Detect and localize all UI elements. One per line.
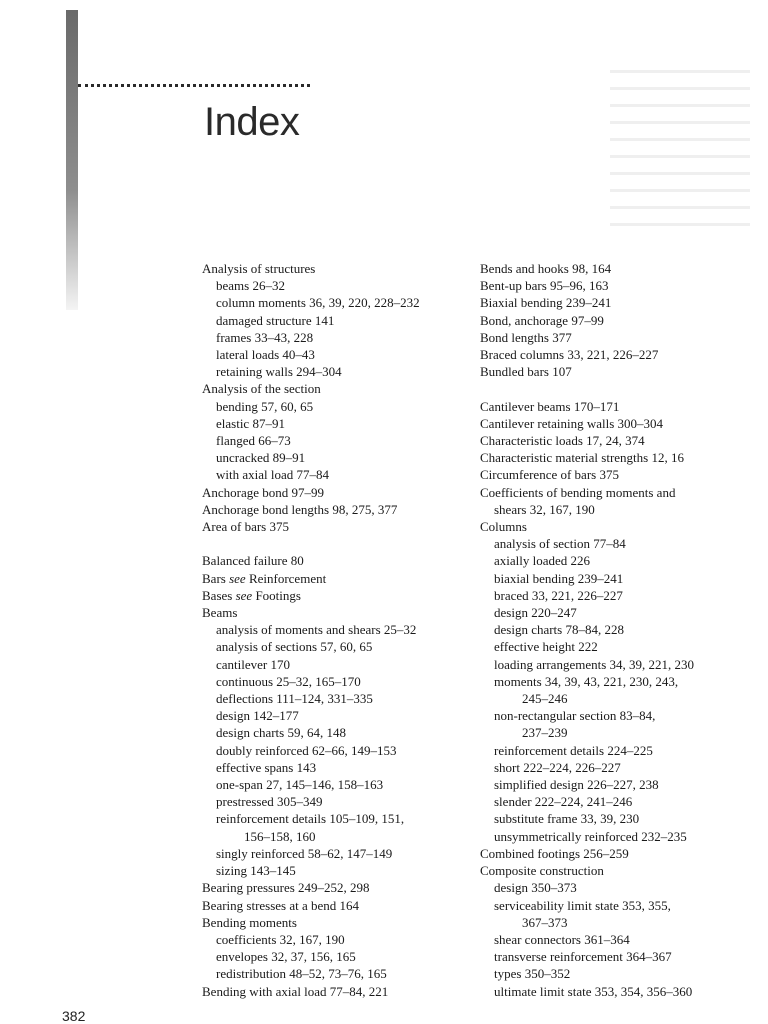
index-subentry xyxy=(480,828,740,845)
index-subentry xyxy=(480,793,740,810)
index-subentry xyxy=(202,965,462,982)
entry-text: coefficients 32, 167, 190 xyxy=(216,931,345,947)
entry-text: Analysis of the section xyxy=(202,381,321,397)
entry-text: Characteristic material strengths 12, 16 xyxy=(480,450,684,466)
index-entry xyxy=(202,897,462,914)
see-target: Footings xyxy=(255,587,301,603)
entry-text: damaged structure 141 xyxy=(216,312,335,328)
index-subentry xyxy=(480,501,740,518)
index-section-gap xyxy=(480,380,740,397)
index-subentry xyxy=(202,776,462,793)
page-title: Index xyxy=(204,100,300,144)
entry-text: Balanced failure 80 xyxy=(202,553,304,569)
index-entry xyxy=(480,518,740,535)
entry-text: transverse reinforcement 364–367 xyxy=(494,949,672,965)
entry-text: Bends and hooks 98, 164 xyxy=(480,261,612,276)
index-subentry xyxy=(202,931,462,948)
index-subentry xyxy=(202,329,462,346)
entry-text: analysis of sections 57, 60, 65 xyxy=(216,639,373,655)
index-subentry xyxy=(202,621,462,638)
index-subentry xyxy=(202,948,462,965)
index-entry xyxy=(480,484,740,501)
index-subentry xyxy=(480,535,740,552)
index-subentry xyxy=(202,793,462,810)
entry-text: shear connectors 361–364 xyxy=(494,931,630,947)
entry-text: Characteristic loads 17, 24, 374 xyxy=(480,433,645,449)
index-subentry xyxy=(202,707,462,724)
entry-text: Cantilever beams 170–171 xyxy=(480,398,620,414)
entry-text: analysis of moments and shears 25–32 xyxy=(216,622,417,638)
entry-text: braced 33, 221, 226–227 xyxy=(494,587,623,603)
index-entry xyxy=(480,312,740,329)
index-subentry xyxy=(202,724,462,741)
entry-text: Bearing pressures 249–252, 298 xyxy=(202,880,370,896)
entry-text: design 142–177 xyxy=(216,708,299,724)
entry-text: 367–373 xyxy=(522,914,568,930)
entry-text: Composite construction xyxy=(480,863,604,879)
entry-text: Anchorage bond 97–99 xyxy=(202,484,325,500)
index-entry xyxy=(202,484,462,501)
entry-text: Cantilever retaining walls 300–304 xyxy=(480,415,664,431)
index-entry xyxy=(202,587,462,604)
entry-text: Bond, anchorage 97–99 xyxy=(480,312,604,328)
index-subentry xyxy=(480,948,740,965)
entry-text: short 222–224, 226–227 xyxy=(494,759,621,775)
see-reference: see xyxy=(229,570,246,586)
entry-text: shears 32, 167, 190 xyxy=(494,501,595,517)
entry-text: envelopes 32, 37, 156, 165 xyxy=(216,949,356,965)
index-entry xyxy=(480,294,740,311)
entry-text: Bundled bars 107 xyxy=(480,364,572,380)
entry-text: doubly reinforced 62–66, 149–153 xyxy=(216,742,397,758)
index-section-gap xyxy=(202,535,462,552)
index-subentry xyxy=(202,398,462,415)
entry-text: continuous 25–32, 165–170 xyxy=(216,673,361,689)
entry-text: uncracked 89–91 xyxy=(216,450,306,466)
entry-text: deflections 111–124, 331–335 xyxy=(216,691,373,707)
entry-text: non-rectangular section 83–84, xyxy=(494,708,656,724)
index-entry xyxy=(480,415,740,432)
index-subentry xyxy=(202,845,462,862)
index-entry xyxy=(202,570,462,587)
dotted-header-rule xyxy=(78,84,310,87)
entry-text: sizing 143–145 xyxy=(216,863,296,879)
index-subentry xyxy=(480,638,740,655)
index-subentry xyxy=(480,570,740,587)
entry-text: unsymmetrically reinforced 232–235 xyxy=(494,828,687,844)
entry-text: flanged 66–73 xyxy=(216,433,291,449)
index-subentry xyxy=(480,897,740,914)
entry-text: bending 57, 60, 65 xyxy=(216,398,314,414)
entry-text: lateral loads 40–43 xyxy=(216,347,315,363)
index-entry xyxy=(480,346,740,363)
entry-text: analysis of section 77–84 xyxy=(494,536,626,552)
index-subentry xyxy=(202,759,462,776)
entry-text: moments 34, 39, 43, 221, 230, 243, xyxy=(494,673,679,689)
index-entry xyxy=(480,398,740,415)
bleed-through-text xyxy=(610,70,750,240)
entry-text: reinforcement details 224–225 xyxy=(494,742,653,758)
index-column-left xyxy=(202,260,462,1000)
index-entry xyxy=(202,552,462,569)
entry-text: beams 26–32 xyxy=(216,278,285,294)
entry-text: column moments 36, 39, 220, 228–232 xyxy=(216,295,420,311)
index-subentry xyxy=(202,828,462,845)
entry-text: redistribution 48–52, 73–76, 165 xyxy=(216,966,387,982)
index-subentry xyxy=(480,810,740,827)
entry-text: design charts 59, 64, 148 xyxy=(216,725,346,741)
entry-text: 156–158, 160 xyxy=(244,828,316,844)
index-subentry xyxy=(202,415,462,432)
entry-text: retaining walls 294–304 xyxy=(216,364,342,380)
index-subentry xyxy=(202,862,462,879)
index-subentry xyxy=(202,690,462,707)
index-subentry xyxy=(480,931,740,948)
entry-text: with axial load 77–84 xyxy=(216,467,330,483)
entry-text: slender 222–224, 241–246 xyxy=(494,794,633,810)
index-subentry xyxy=(202,638,462,655)
entry-text: prestressed 305–349 xyxy=(216,794,323,810)
index-subentry xyxy=(480,776,740,793)
entry-text: one-span 27, 145–146, 158–163 xyxy=(216,777,384,793)
entry-text: design 350–373 xyxy=(494,880,577,896)
entry-text: serviceability limit state 353, 355, xyxy=(494,897,671,913)
index-entry xyxy=(480,449,740,466)
entry-text: elastic 87–91 xyxy=(216,415,285,431)
index-entry xyxy=(480,260,740,277)
index-entry xyxy=(202,914,462,931)
entry-text: Biaxial bending 239–241 xyxy=(480,295,612,311)
index-entry xyxy=(202,260,462,277)
index-subentry xyxy=(202,449,462,466)
entry-text: biaxial bending 239–241 xyxy=(494,570,624,586)
index-subentry xyxy=(202,363,462,380)
entry-text: substitute frame 33, 39, 230 xyxy=(494,811,640,827)
index-subentry xyxy=(202,277,462,294)
index-entry xyxy=(202,604,462,621)
page-spine-shadow xyxy=(66,10,78,310)
see-target: Reinforcement xyxy=(248,570,327,586)
index-subentry xyxy=(202,656,462,673)
entry-text: Combined footings 256–259 xyxy=(480,845,629,861)
index-subentry xyxy=(480,552,740,569)
entry-text: Beams xyxy=(202,605,238,621)
entry-text: Bases xyxy=(202,587,233,603)
entry-text: 237–239 xyxy=(522,725,568,741)
index-subentry xyxy=(480,759,740,776)
entry-text: frames 33–43, 228 xyxy=(216,329,314,345)
entry-text: Bars xyxy=(202,570,226,586)
entry-text: 245–246 xyxy=(522,691,568,707)
entry-text: singly reinforced 58–62, 147–149 xyxy=(216,845,393,861)
entry-text: effective height 222 xyxy=(494,639,598,655)
entry-text: Bending moments xyxy=(202,914,297,930)
index-entry xyxy=(202,983,462,1000)
index-entry xyxy=(202,518,462,535)
page-number: 382 xyxy=(62,1008,86,1024)
index-subentry xyxy=(202,346,462,363)
index-subentry xyxy=(480,673,740,690)
entry-text: reinforcement details 105–109, 151, xyxy=(216,811,405,827)
index-entry xyxy=(480,363,740,380)
entry-text: Coefficients of bending moments and xyxy=(480,484,676,500)
index-column-right xyxy=(480,260,740,1000)
index-subentry xyxy=(480,604,740,621)
entry-text: simplified design 226–227, 238 xyxy=(494,777,659,793)
entry-text: Bearing stresses at a bend 164 xyxy=(202,897,360,913)
index-subentry xyxy=(202,742,462,759)
entry-text: Bond lengths 377 xyxy=(480,329,572,345)
index-subentry xyxy=(480,965,740,982)
see-reference: see xyxy=(235,587,253,603)
entry-text: Bent-up bars 95–96, 163 xyxy=(480,278,609,294)
entry-text: Columns xyxy=(480,519,527,535)
index-subentry xyxy=(480,983,740,1000)
index-entry xyxy=(202,380,462,397)
index-subentry xyxy=(202,466,462,483)
index-subentry xyxy=(202,312,462,329)
entry-text: types 350–352 xyxy=(494,966,571,982)
entry-text: Analysis of structures xyxy=(202,261,316,276)
index-entry xyxy=(480,277,740,294)
entry-text: Anchorage bond lengths 98, 275, 377 xyxy=(202,501,398,517)
entry-text: Bending with axial load 77–84, 221 xyxy=(202,983,389,999)
entry-text: ultimate limit state 353, 354, 356–360 xyxy=(494,983,693,999)
index-subentry xyxy=(480,707,740,724)
index-entry xyxy=(480,432,740,449)
entry-text: effective spans 143 xyxy=(216,759,317,775)
entry-text: design charts 78–84, 228 xyxy=(494,622,624,638)
entry-text: Circumference of bars 375 xyxy=(480,467,619,483)
index-subentry xyxy=(480,914,740,931)
index-subentry xyxy=(202,294,462,311)
index-subentry xyxy=(480,656,740,673)
index-subentry xyxy=(202,432,462,449)
index-subentry xyxy=(480,690,740,707)
index-entry xyxy=(480,466,740,483)
index-subentry xyxy=(480,621,740,638)
index-entry xyxy=(202,879,462,896)
index-entry xyxy=(480,845,740,862)
index-entry xyxy=(480,862,740,879)
index-subentry xyxy=(480,724,740,741)
entry-text: axially loaded 226 xyxy=(494,553,591,569)
index-entry xyxy=(202,501,462,518)
entry-text: Area of bars 375 xyxy=(202,519,289,535)
entry-text: cantilever 170 xyxy=(216,656,290,672)
entry-text: loading arrangements 34, 39, 221, 230 xyxy=(494,656,695,672)
entry-text: design 220–247 xyxy=(494,605,577,621)
index-entry xyxy=(480,329,740,346)
index-subentry xyxy=(480,879,740,896)
entry-text: Braced columns 33, 221, 226–227 xyxy=(480,347,659,363)
index-subentry xyxy=(202,673,462,690)
index-subentry xyxy=(202,810,462,827)
index-subentry xyxy=(480,742,740,759)
index-subentry xyxy=(480,587,740,604)
